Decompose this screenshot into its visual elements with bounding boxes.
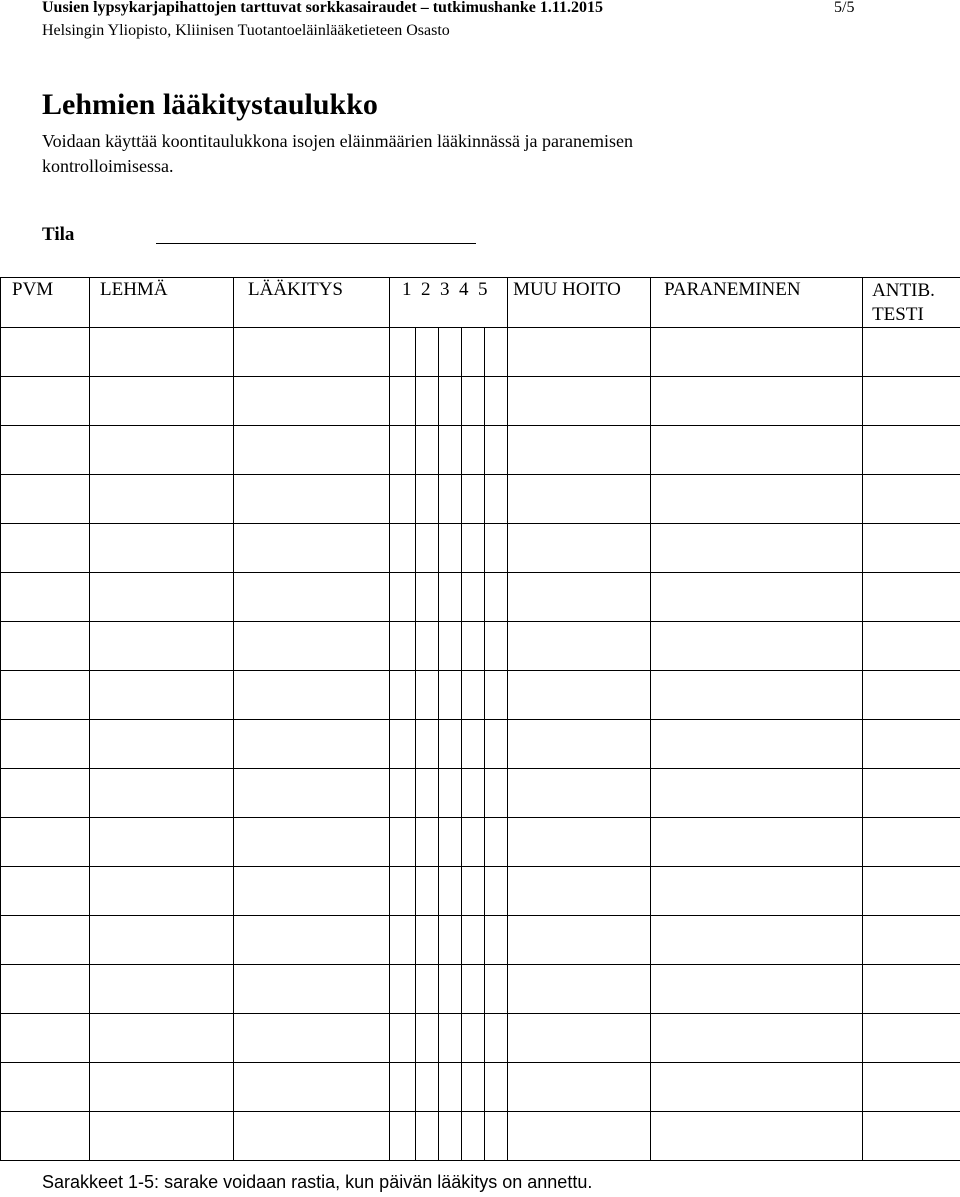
cell-laakitys[interactable] (234, 377, 390, 426)
tila-input-line[interactable] (156, 243, 476, 244)
cell-day-1[interactable] (390, 965, 416, 1014)
cell-laakitys[interactable] (234, 328, 390, 377)
cell-paraneminen[interactable] (651, 916, 863, 965)
cell-lehma[interactable] (90, 1063, 234, 1112)
cell-day-3[interactable] (439, 818, 462, 867)
cell-day-5[interactable] (485, 867, 508, 916)
cell-laakitys[interactable] (234, 720, 390, 769)
cell-pvm[interactable] (1, 1063, 90, 1112)
cell-paraneminen[interactable] (651, 328, 863, 377)
cell-antib-testi[interactable] (863, 524, 960, 573)
cell-day-5[interactable] (485, 916, 508, 965)
cell-day-5[interactable] (485, 475, 508, 524)
cell-paraneminen[interactable] (651, 1063, 863, 1112)
cell-lehma[interactable] (90, 671, 234, 720)
cell-paraneminen[interactable] (651, 622, 863, 671)
cell-paraneminen[interactable] (651, 377, 863, 426)
cell-lehma[interactable] (90, 1112, 234, 1161)
cell-day-2[interactable] (416, 1112, 439, 1161)
cell-lehma[interactable] (90, 769, 234, 818)
cell-day-1[interactable] (390, 720, 416, 769)
cell-day-1[interactable] (390, 818, 416, 867)
cell-muu-hoito[interactable] (508, 426, 651, 475)
cell-lehma[interactable] (90, 328, 234, 377)
cell-day-3[interactable] (439, 720, 462, 769)
cell-day-5[interactable] (485, 328, 508, 377)
cell-day-2[interactable] (416, 622, 439, 671)
cell-lehma[interactable] (90, 818, 234, 867)
cell-laakitys[interactable] (234, 818, 390, 867)
cell-pvm[interactable] (1, 426, 90, 475)
cell-muu-hoito[interactable] (508, 769, 651, 818)
cell-lehma[interactable] (90, 377, 234, 426)
cell-antib-testi[interactable] (863, 769, 960, 818)
cell-day-3[interactable] (439, 573, 462, 622)
cell-laakitys[interactable] (234, 1112, 390, 1161)
cell-lehma[interactable] (90, 573, 234, 622)
cell-day-4[interactable] (462, 573, 485, 622)
cell-day-2[interactable] (416, 524, 439, 573)
cell-paraneminen[interactable] (651, 524, 863, 573)
cell-day-2[interactable] (416, 671, 439, 720)
cell-day-1[interactable] (390, 1063, 416, 1112)
cell-pvm[interactable] (1, 769, 90, 818)
cell-day-4[interactable] (462, 769, 485, 818)
cell-day-3[interactable] (439, 867, 462, 916)
table-row (1, 573, 960, 622)
cell-paraneminen[interactable] (651, 965, 863, 1014)
cell-antib-testi[interactable] (863, 1063, 960, 1112)
cell-day-2[interactable] (416, 818, 439, 867)
cell-day-4[interactable] (462, 622, 485, 671)
table-row (1, 426, 960, 475)
cell-lehma[interactable] (90, 965, 234, 1014)
cell-day-4[interactable] (462, 475, 485, 524)
table-row (1, 377, 960, 426)
cell-day-1[interactable] (390, 1112, 416, 1161)
column-header-paraneminen: PARANEMINEN (651, 278, 863, 328)
cell-pvm[interactable] (1, 818, 90, 867)
cell-day-2[interactable] (416, 769, 439, 818)
cell-day-4[interactable] (462, 818, 485, 867)
cell-muu-hoito[interactable] (508, 1014, 651, 1063)
cell-day-1[interactable] (390, 524, 416, 573)
cell-lehma[interactable] (90, 916, 234, 965)
cell-day-4[interactable] (462, 720, 485, 769)
cell-day-2[interactable] (416, 1014, 439, 1063)
cell-paraneminen[interactable] (651, 1014, 863, 1063)
cell-laakitys[interactable] (234, 524, 390, 573)
cell-day-3[interactable] (439, 1014, 462, 1063)
cell-pvm[interactable] (1, 524, 90, 573)
cell-day-1[interactable] (390, 377, 416, 426)
cell-antib-testi[interactable] (863, 377, 960, 426)
cell-day-5[interactable] (485, 965, 508, 1014)
table-row (1, 769, 960, 818)
cell-day-4[interactable] (462, 1063, 485, 1112)
cell-day-2[interactable] (416, 328, 439, 377)
cell-lehma[interactable] (90, 426, 234, 475)
cell-day-1[interactable] (390, 426, 416, 475)
cell-antib-testi[interactable] (863, 720, 960, 769)
cell-antib-testi[interactable] (863, 1014, 960, 1063)
cell-day-2[interactable] (416, 916, 439, 965)
cell-muu-hoito[interactable] (508, 475, 651, 524)
cell-day-5[interactable] (485, 377, 508, 426)
cell-day-3[interactable] (439, 965, 462, 1014)
cell-laakitys[interactable] (234, 1063, 390, 1112)
cell-day-1[interactable] (390, 328, 416, 377)
cell-day-1[interactable] (390, 769, 416, 818)
column-header-days-1-5: 1 2 3 4 5 (390, 278, 508, 328)
cell-day-3[interactable] (439, 1063, 462, 1112)
cell-day-1[interactable] (390, 916, 416, 965)
cell-day-2[interactable] (416, 1063, 439, 1112)
cell-day-2[interactable] (416, 965, 439, 1014)
cell-day-4[interactable] (462, 965, 485, 1014)
cell-day-2[interactable] (416, 377, 439, 426)
cell-muu-hoito[interactable] (508, 818, 651, 867)
table-row (1, 818, 960, 867)
cell-day-2[interactable] (416, 475, 439, 524)
cell-day-5[interactable] (485, 1112, 508, 1161)
cell-day-5[interactable] (485, 769, 508, 818)
cell-day-5[interactable] (485, 426, 508, 475)
document-title: Lehmien lääkitystaulukko (42, 88, 378, 121)
cell-day-4[interactable] (462, 1112, 485, 1161)
cell-muu-hoito[interactable] (508, 573, 651, 622)
cell-day-3[interactable] (439, 377, 462, 426)
cell-antib-testi[interactable] (863, 867, 960, 916)
cell-muu-hoito[interactable] (508, 1063, 651, 1112)
cell-muu-hoito[interactable] (508, 328, 651, 377)
cell-day-3[interactable] (439, 769, 462, 818)
column-header-muu-hoito: MUU HOITO (508, 278, 651, 328)
cell-paraneminen[interactable] (651, 769, 863, 818)
cell-lehma[interactable] (90, 720, 234, 769)
cell-lehma[interactable] (90, 1014, 234, 1063)
medication-table (0, 277, 960, 1161)
cell-day-1[interactable] (390, 867, 416, 916)
cell-laakitys[interactable] (234, 426, 390, 475)
cell-day-3[interactable] (439, 916, 462, 965)
column-header-antib-testi: ANTIB. TESTI (863, 278, 960, 328)
cell-pvm[interactable] (1, 916, 90, 965)
cell-antib-testi[interactable] (863, 965, 960, 1014)
cell-day-2[interactable] (416, 573, 439, 622)
table-row (1, 720, 960, 769)
cell-muu-hoito[interactable] (508, 867, 651, 916)
table-row (1, 1014, 960, 1063)
cell-muu-hoito[interactable] (508, 720, 651, 769)
cell-muu-hoito[interactable] (508, 377, 651, 426)
cell-day-5[interactable] (485, 720, 508, 769)
cell-pvm[interactable] (1, 867, 90, 916)
cell-muu-hoito[interactable] (508, 524, 651, 573)
cell-muu-hoito[interactable] (508, 916, 651, 965)
cell-pvm[interactable] (1, 1014, 90, 1063)
cell-antib-testi[interactable] (863, 426, 960, 475)
table-row (1, 328, 960, 377)
cell-paraneminen[interactable] (651, 1112, 863, 1161)
page-number: 5/5 (834, 0, 855, 16)
table-row (1, 965, 960, 1014)
cell-day-3[interactable] (439, 328, 462, 377)
cell-paraneminen[interactable] (651, 475, 863, 524)
cell-day-4[interactable] (462, 524, 485, 573)
table-body (1, 328, 960, 1161)
cell-day-5[interactable] (485, 671, 508, 720)
cell-day-4[interactable] (462, 867, 485, 916)
cell-day-3[interactable] (439, 622, 462, 671)
cell-pvm[interactable] (1, 671, 90, 720)
cell-muu-hoito[interactable] (508, 965, 651, 1014)
cell-day-1[interactable] (390, 671, 416, 720)
cell-day-2[interactable] (416, 426, 439, 475)
cell-antib-testi[interactable] (863, 818, 960, 867)
cell-day-5[interactable] (485, 622, 508, 671)
cell-paraneminen[interactable] (651, 671, 863, 720)
tila-label: Tila (42, 224, 75, 245)
table-row (1, 622, 960, 671)
cell-day-1[interactable] (390, 622, 416, 671)
cell-lehma[interactable] (90, 622, 234, 671)
footnote: Sarakkeet 1-5: sarake voidaan rastia, kun päivän lääkitys on annettu. (42, 1172, 596, 1193)
cell-day-5[interactable] (485, 524, 508, 573)
cell-muu-hoito[interactable] (508, 671, 651, 720)
table-row (1, 916, 960, 965)
header-institution: Helsingin Yliopisto, Kliinisen Tuotantoeläinlääketieteen Osasto (42, 22, 450, 39)
cell-day-5[interactable] (485, 1014, 508, 1063)
cell-muu-hoito[interactable] (508, 622, 651, 671)
cell-day-1[interactable] (390, 573, 416, 622)
table-row (1, 1063, 960, 1112)
cell-day-5[interactable] (485, 818, 508, 867)
cell-paraneminen[interactable] (651, 720, 863, 769)
cell-day-5[interactable] (485, 573, 508, 622)
cell-antib-testi[interactable] (863, 573, 960, 622)
cell-day-2[interactable] (416, 867, 439, 916)
table-row (1, 475, 960, 524)
cell-pvm[interactable] (1, 720, 90, 769)
cell-laakitys[interactable] (234, 671, 390, 720)
cell-laakitys[interactable] (234, 573, 390, 622)
cell-day-3[interactable] (439, 426, 462, 475)
cell-day-4[interactable] (462, 426, 485, 475)
cell-day-3[interactable] (439, 475, 462, 524)
cell-paraneminen[interactable] (651, 573, 863, 622)
cell-antib-testi[interactable] (863, 1112, 960, 1161)
cell-laakitys[interactable] (234, 916, 390, 965)
cell-antib-testi[interactable] (863, 475, 960, 524)
cell-day-2[interactable] (416, 720, 439, 769)
cell-paraneminen[interactable] (651, 867, 863, 916)
cell-lehma[interactable] (90, 475, 234, 524)
cell-antib-testi[interactable] (863, 671, 960, 720)
cell-day-1[interactable] (390, 475, 416, 524)
cell-lehma[interactable] (90, 524, 234, 573)
cell-paraneminen[interactable] (651, 818, 863, 867)
cell-day-4[interactable] (462, 377, 485, 426)
cell-day-3[interactable] (439, 1112, 462, 1161)
cell-pvm[interactable] (1, 377, 90, 426)
column-header-lehma: LEHMÄ (90, 278, 234, 328)
cell-day-4[interactable] (462, 916, 485, 965)
cell-pvm[interactable] (1, 328, 90, 377)
cell-paraneminen[interactable] (651, 426, 863, 475)
cell-day-4[interactable] (462, 671, 485, 720)
cell-muu-hoito[interactable] (508, 1112, 651, 1161)
cell-lehma[interactable] (90, 867, 234, 916)
cell-laakitys[interactable] (234, 769, 390, 818)
cell-day-1[interactable] (390, 1014, 416, 1063)
cell-day-4[interactable] (462, 328, 485, 377)
cell-pvm[interactable] (1, 475, 90, 524)
cell-pvm[interactable] (1, 573, 90, 622)
cell-antib-testi[interactable] (863, 916, 960, 965)
table-header-row (1, 278, 960, 328)
cell-laakitys[interactable] (234, 475, 390, 524)
cell-laakitys[interactable] (234, 622, 390, 671)
table-row (1, 1112, 960, 1161)
table-row (1, 524, 960, 573)
cell-laakitys[interactable] (234, 867, 390, 916)
column-header-pvm: PVM (1, 278, 90, 328)
cell-antib-testi[interactable] (863, 622, 960, 671)
cell-laakitys[interactable] (234, 1014, 390, 1063)
cell-pvm[interactable] (1, 622, 90, 671)
table-row (1, 671, 960, 720)
cell-pvm[interactable] (1, 1112, 90, 1161)
cell-day-3[interactable] (439, 671, 462, 720)
column-header-laakitys: LÄÄKITYS (234, 278, 390, 328)
cell-day-5[interactable] (485, 1063, 508, 1112)
intro-text: Voidaan käyttää koontitaulukkona isojen eläinmäärien lääkinnässä ja paranemisen kontrolloimisessa. (42, 131, 633, 176)
cell-day-3[interactable] (439, 524, 462, 573)
table-row (1, 867, 960, 916)
header-project-title: Uusien lypsykarjapihattojen tarttuvat sorkkasairaudet – tutkimushanke 1.11.2015 (42, 0, 603, 16)
cell-day-4[interactable] (462, 1014, 485, 1063)
cell-laakitys[interactable] (234, 965, 390, 1014)
cell-pvm[interactable] (1, 965, 90, 1014)
cell-antib-testi[interactable] (863, 328, 960, 377)
